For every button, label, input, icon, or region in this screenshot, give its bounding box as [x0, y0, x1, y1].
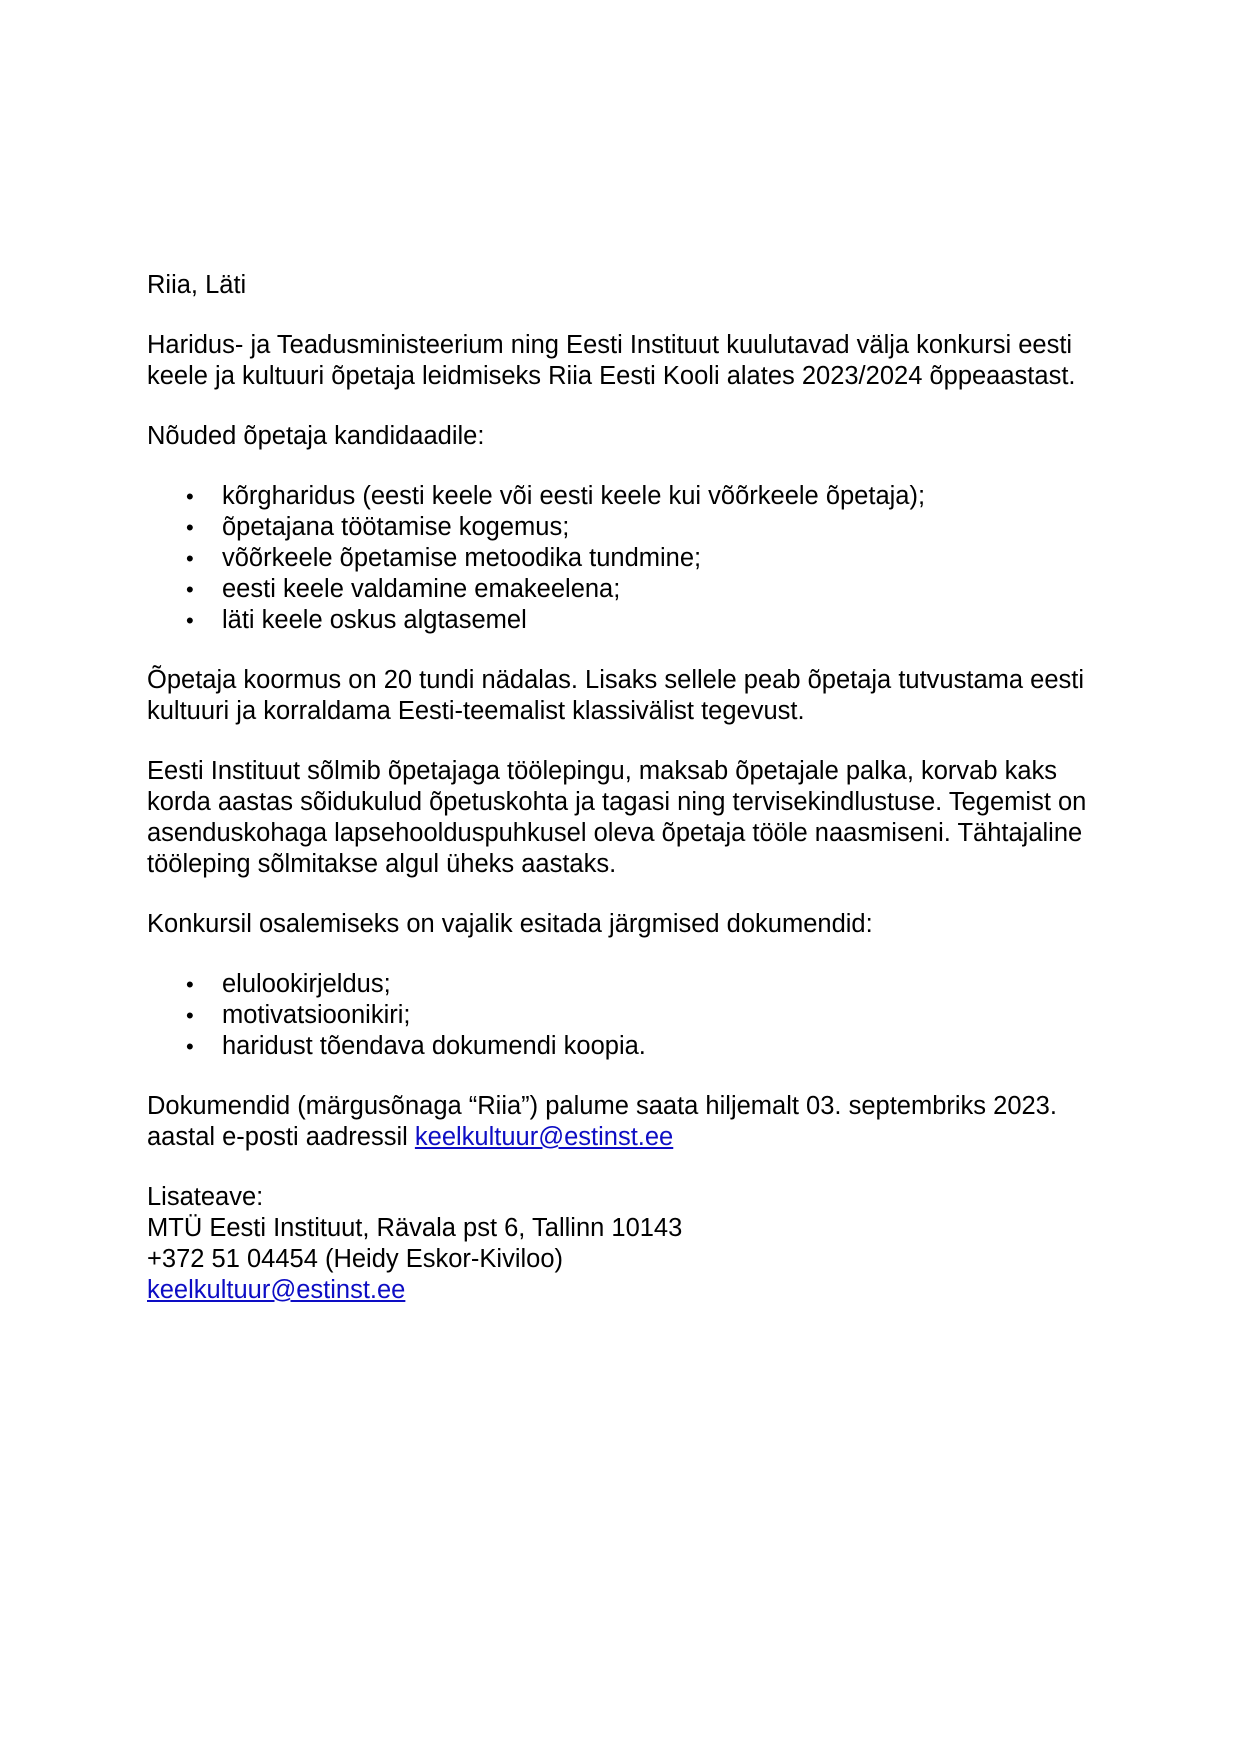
- contact-block: [147, 1182, 1107, 1306]
- contract-paragraph: Eesti Instituut sõlmib õpetajaga töölepingu, maksab õpetajale palka, korvab kaks korda aastas sõidukulud õpetuskohta ja tagasi ning tervisekindlustuse. Tegemist on asenduskohaga lapsehoolduspuhkusel oleva õpetaja tööle naasmiseni. Tähtajaline tööleping sõlmitakse algul üheks aastaks.: [147, 757, 1087, 878]
- list-item: • läti keele oskus algtasemel: [222, 605, 1107, 636]
- intro-paragraph: Haridus- ja Teadusministeerium ning Eesti Instituut kuulutavad välja konkursi eesti keele ja kultuuri õpetaja leidmiseks Riia Eesti Kooli alates 2023/2024 õppeaastast.: [147, 331, 1076, 390]
- list-item: • eesti keele valdamine emakeelena;: [222, 574, 1107, 605]
- deadline-text: Dokumendid (märgusõnaga “Riia”) palume saata hiljemalt 03. septembriks 2023. aastal e-posti aadressil: [147, 1092, 1057, 1151]
- deadline-email-link[interactable]: keelkultuur@estinst.ee: [414, 1123, 674, 1151]
- contact-phone: +372 51 04454 (Heidy Eskor-Kiviloo): [147, 1245, 564, 1273]
- requirements-list: [147, 481, 1107, 636]
- documents-list: [147, 969, 1107, 1062]
- deadline-paragraph: [147, 1091, 1107, 1153]
- list-item: • võõrkeele õpetamise metoodika tundmine;: [222, 543, 1107, 574]
- list-item: • kõrgharidus (eesti keele või eesti keele kui võõrkeele õpetaja);: [222, 481, 1107, 512]
- contact-email-link[interactable]: keelkultuur@estinst.ee: [147, 1276, 406, 1304]
- document-body: [147, 270, 1107, 1306]
- contact-address: MTÜ Eesti Instituut, Rävala pst 6, Tallinn 10143: [147, 1214, 683, 1242]
- contact-heading: Lisateave:: [147, 1183, 264, 1211]
- list-item: • motivatsioonikiri;: [222, 1000, 1107, 1031]
- contact-email-line: [147, 1275, 1107, 1306]
- workload-paragraph: Õpetaja koormus on 20 tundi nädalas. Lisaks sellele peab õpetaja tutvustama eesti kultuuri ja korraldama Eesti-teemalist klassivälist tegevust.: [147, 666, 1085, 725]
- list-item: • elulookirjeldus;: [222, 969, 1107, 1000]
- documents-heading: Konkursil osalemiseks on vajalik esitada järgmised dokumendid:: [147, 910, 873, 938]
- requirements-heading: Nõuded õpetaja kandidaadile:: [147, 422, 485, 450]
- list-item: • õpetajana töötamise kogemus;: [222, 512, 1107, 543]
- list-item: • haridust tõendava dokumendi koopia.: [222, 1031, 1107, 1062]
- location-line: Riia, Läti: [147, 271, 247, 299]
